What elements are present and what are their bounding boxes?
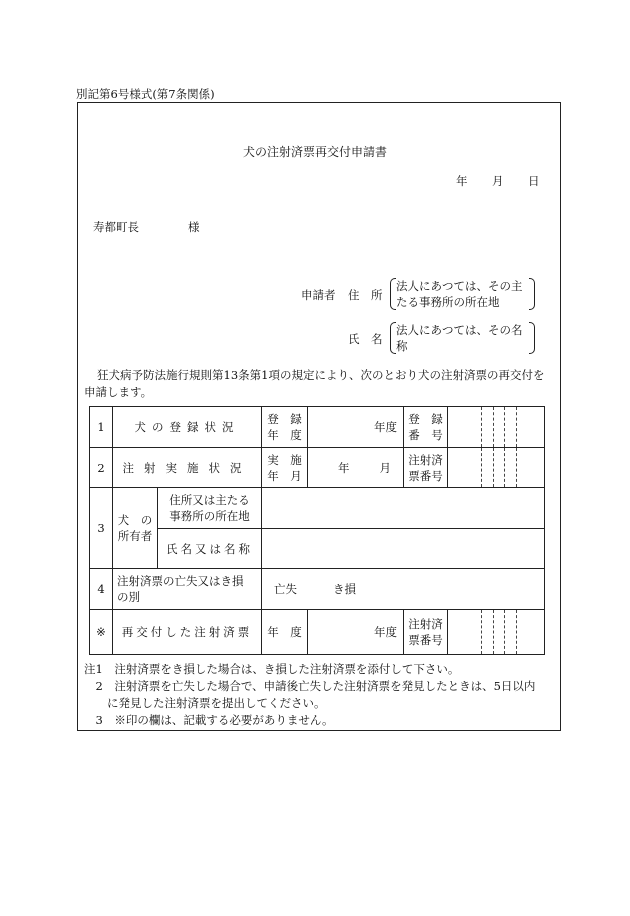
form-number-label: 別記第6号様式(第7条関係) bbox=[76, 87, 215, 101]
reissued-tag-number-label: 注射済 票番号 bbox=[404, 610, 448, 655]
vaccination-date-label: 実 施 年 月 bbox=[262, 448, 308, 488]
notes bbox=[84, 661, 535, 729]
owner-address-field[interactable] bbox=[262, 488, 545, 529]
reissued-year-value: 年度 bbox=[308, 610, 404, 655]
note-2: 2 注射済票を亡失した場合で、申請後亡失した注射済票を発見したときは、5日以内 bbox=[84, 679, 536, 693]
loss-or-damage-field[interactable] bbox=[262, 569, 545, 610]
date-day: 日 bbox=[528, 174, 540, 188]
note-2-cont: に発見した注射済票を提出してください。 bbox=[84, 696, 326, 710]
name-note: 法人にあつては、その名称 bbox=[396, 323, 523, 353]
application-table bbox=[89, 406, 545, 655]
registration-number-label: 登 録 番 号 bbox=[404, 407, 448, 448]
loss-or-damage-label: 注射済票の亡失又はき損 の別 bbox=[113, 569, 262, 610]
applicant-label: 申請者 bbox=[301, 288, 336, 302]
registration-year-value[interactable]: 年度 bbox=[308, 407, 404, 448]
address-label: 住 所 bbox=[348, 288, 383, 302]
table-row bbox=[90, 448, 545, 488]
name-bracket-right bbox=[529, 322, 535, 354]
reissued-tag-number-field bbox=[448, 610, 545, 655]
vaccination-date-value[interactable] bbox=[308, 448, 404, 488]
owner-label: 犬 の 所有者 bbox=[113, 488, 158, 569]
option-lost[interactable]: 亡失 bbox=[274, 582, 297, 596]
intro-text: 狂犬病予防法施行規則第13条第1項の規定により、次のとおり犬の注射済票の再交付を申請します。 bbox=[84, 368, 545, 399]
note-3: 3 ※印の欄は、記載する必要がありません。 bbox=[84, 713, 334, 727]
owner-address-label: 住所又は主たる 事務所の所在地 bbox=[158, 488, 262, 529]
addressee-name: 寿都町長 bbox=[93, 220, 139, 234]
registration-number-field[interactable] bbox=[448, 407, 545, 448]
row-number: 3 bbox=[90, 488, 113, 569]
date-month: 月 bbox=[492, 174, 504, 188]
reissued-tag-label: 再交付した注射済票 bbox=[113, 610, 262, 655]
address-note: 法人にあつては、その主たる事務所の所在地 bbox=[396, 279, 523, 309]
owner-name-field[interactable] bbox=[262, 529, 545, 569]
owner-name-label: 氏名又は名称 bbox=[158, 529, 262, 569]
table-row bbox=[90, 488, 545, 529]
address-bracket-right bbox=[529, 278, 535, 310]
name-label: 氏 名 bbox=[348, 332, 383, 346]
note-1: 注1 注射済票をき損した場合は、き損した注射済票を添付して下さい。 bbox=[84, 662, 460, 676]
row-number: 4 bbox=[90, 569, 113, 610]
row-number: 1 bbox=[90, 407, 113, 448]
table-row bbox=[90, 610, 545, 655]
reissued-year-label: 年 度 bbox=[262, 610, 308, 655]
vaccination-status-label: 注射実施状況 bbox=[113, 448, 262, 488]
form-title: 犬の注射済票再交付申請書 bbox=[242, 145, 387, 159]
vaccination-year-unit: 年 bbox=[338, 460, 350, 475]
tag-number-label: 注射済 票番号 bbox=[404, 448, 448, 488]
tag-number-field[interactable] bbox=[448, 448, 545, 488]
addressee-honorific: 様 bbox=[188, 220, 200, 234]
dog-registration-label: 犬の登録状況 bbox=[113, 407, 262, 448]
row-mark: ※ bbox=[90, 610, 113, 655]
option-damaged[interactable]: き損 bbox=[333, 582, 356, 596]
table-row bbox=[90, 529, 545, 569]
table-row bbox=[90, 569, 545, 610]
row-number: 2 bbox=[90, 448, 113, 488]
registration-year-label: 登 録 年 度 bbox=[262, 407, 308, 448]
vaccination-month-unit: 月 bbox=[379, 460, 391, 475]
date-year: 年 bbox=[456, 174, 468, 188]
table-row bbox=[90, 407, 545, 448]
